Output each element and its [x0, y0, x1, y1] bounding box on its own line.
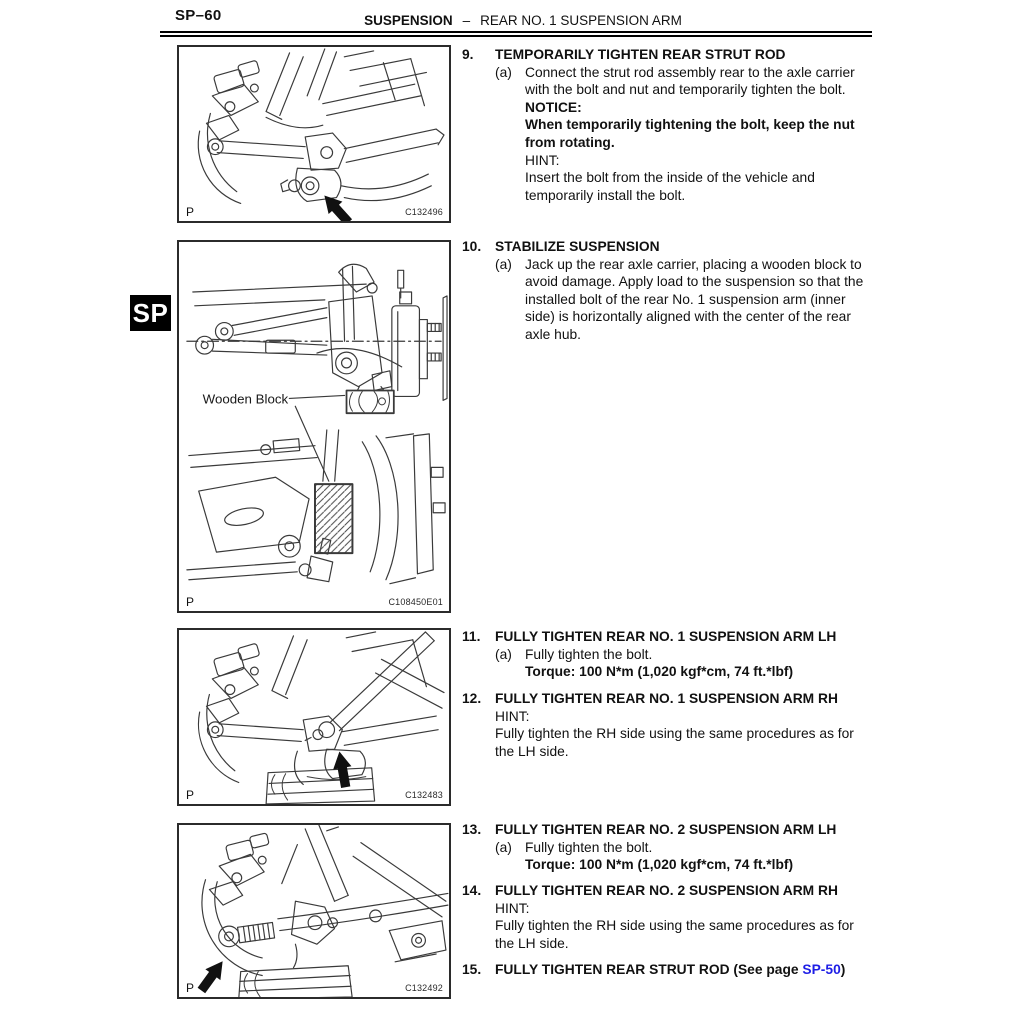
heading-text-suffix: )	[840, 962, 846, 977]
section-title: SUSPENSION	[364, 13, 453, 28]
torque-spec: Torque: 100 N*m (1,020 kgf*cm, 74 ft.*lbf)	[525, 857, 794, 873]
section-tab: SP	[130, 295, 171, 331]
figure-illustration	[179, 825, 449, 997]
substep-text: Jack up the rear axle carrier, placing a wooden block to avoid damage. Apply load to the suspension so that the installed bolt of the rear No. 1 suspension arm (inner side) is horizontally aligned with the center of the rear axle hub.	[525, 256, 864, 342]
step-number: 11.	[462, 629, 481, 644]
substep-label: (a)	[495, 646, 512, 662]
bolt	[217, 920, 275, 948]
substep-label: (a)	[495, 839, 512, 855]
step-14	[462, 882, 868, 952]
figure-illustration	[179, 47, 449, 221]
substep-text: Fully tighten the bolt.	[525, 839, 653, 855]
figure-corner-mark: P	[186, 205, 195, 219]
page-title	[160, 13, 886, 28]
step-heading: FULLY TIGHTEN REAR NO. 2 SUSPENSION ARM RH	[495, 883, 838, 898]
step-9	[462, 46, 868, 204]
figure-torque-wrench-arm-1	[177, 628, 451, 806]
wooden-block	[266, 768, 375, 804]
step-heading: FULLY TIGHTEN REAR NO. 1 SUSPENSION ARM RH	[495, 691, 838, 706]
pointer-arrow	[317, 189, 355, 221]
step-number: 14.	[462, 883, 482, 898]
step-12	[462, 690, 868, 760]
step-number: 15.	[462, 962, 482, 977]
figure-wooden-block-support	[177, 240, 451, 613]
wooden-block-hatched	[315, 484, 352, 553]
substep-text: Fully tighten the bolt.	[525, 646, 653, 662]
page-link-sp-50[interactable]: SP-50	[802, 962, 841, 977]
figure-code: C132483	[405, 790, 443, 800]
figure-corner-mark: P	[186, 981, 195, 995]
callout-leader-top	[289, 395, 344, 398]
hint-text: Fully tighten the RH side using the same procedures as for the LH side.	[495, 918, 854, 951]
step-13	[462, 821, 868, 874]
figure-illustration	[179, 242, 449, 611]
substep-text: Connect the strut rod assembly rear to the axle carrier with the bolt and nut and temporarily tighten the bolt.	[525, 64, 855, 98]
figure-code: C132492	[405, 983, 443, 993]
figure-code: C108450E01	[388, 597, 443, 607]
step-10	[462, 238, 868, 344]
figure-corner-mark: P	[186, 595, 195, 609]
title-separator: –	[462, 13, 471, 28]
step-heading: TEMPORARILY TIGHTEN REAR STRUT ROD	[495, 47, 786, 62]
notice-label: NOTICE:	[525, 99, 582, 115]
figure-illustration	[179, 630, 449, 804]
hint-label: HINT:	[495, 900, 530, 916]
hint-text: Insert the bolt from the inside of the vehicle and temporarily install the bolt.	[525, 170, 815, 203]
step-number: 9.	[462, 47, 474, 62]
step-15	[462, 961, 868, 979]
torque-spec: Torque: 100 N*m (1,020 kgf*cm, 74 ft.*lbf)	[525, 664, 794, 680]
hint-label: HINT:	[525, 152, 560, 168]
page-code: SP–60	[175, 7, 222, 24]
subsection-title: REAR NO. 1 SUSPENSION ARM	[480, 13, 682, 28]
substep-label: (a)	[495, 64, 512, 80]
step-heading: FULLY TIGHTEN REAR NO. 1 SUSPENSION ARM LH	[495, 629, 837, 644]
figure-code: C132496	[405, 207, 443, 217]
figure-arm-2-bolt	[177, 823, 451, 999]
pointer-arrow	[194, 956, 230, 996]
header-rule-thick	[160, 35, 872, 38]
step-number: 12.	[462, 691, 482, 706]
figure-strut-rod-bolt	[177, 45, 451, 223]
hint-label: HINT:	[495, 708, 530, 724]
wooden-block-callout: Wooden Block	[202, 391, 289, 407]
hint-text: Fully tighten the RH side using the same procedures as for the LH side.	[495, 726, 854, 759]
wooden-block	[239, 966, 352, 997]
step-number: 13.	[462, 822, 482, 837]
heading-text-prefix: FULLY TIGHTEN REAR STRUT ROD (See page	[495, 962, 803, 977]
figure-corner-mark: P	[186, 788, 195, 802]
step-11	[462, 628, 868, 681]
step-heading: FULLY TIGHTEN REAR NO. 2 SUSPENSION ARM LH	[495, 822, 837, 837]
step-number: 10.	[462, 239, 482, 254]
substep-label: (a)	[495, 256, 512, 272]
step-heading	[495, 961, 868, 979]
header-rule-thin	[160, 31, 872, 33]
step-heading: STABILIZE SUSPENSION	[495, 239, 660, 254]
notice-text: When temporarily tightening the bolt, keep the nut from rotating.	[525, 117, 855, 150]
